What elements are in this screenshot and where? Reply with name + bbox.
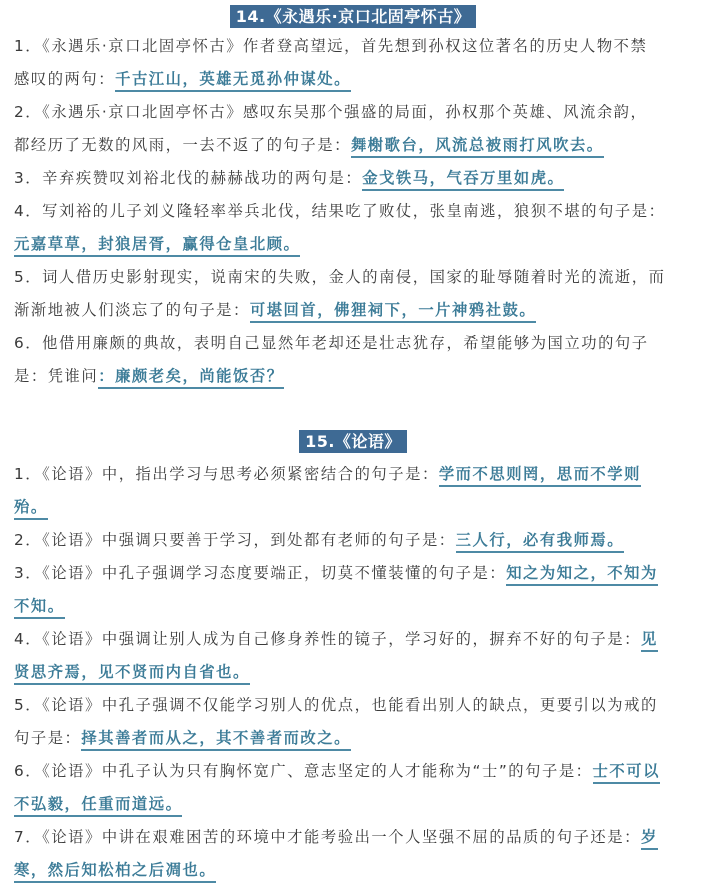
question-text: 6．他借用廉颇的典故，表明自己显然年老却还是壮志犹存，希望能够为国立功的句子 (14, 334, 649, 352)
answer-text: 学而不思则罔，思而不学则 (439, 465, 641, 487)
text-line (14, 788, 682, 821)
answer-text: 三人行，必有我师焉。 (456, 531, 624, 553)
text-line (14, 30, 682, 63)
answer-text: ：廉颇老矣，尚能饭否？ (98, 367, 283, 389)
answer-text: 不弘毅，任重而道远。 (14, 795, 182, 817)
answer-text: 金戈铁马，气吞万里如虎。 (362, 169, 564, 191)
section-heading-14 (0, 5, 706, 28)
question-text: 都经历了无数的风雨，一去不返了的句子是： (14, 136, 351, 154)
question-text: 5．《论语》中孔子强调不仅能学习别人的优点，也能看出别人的缺点，更要引以为戒的 (14, 696, 658, 714)
question-text: 4．《论语》中强调让别人成为自己修身养性的镜子，学习好的，摒弃不好的句子是： (14, 630, 641, 648)
section-title: 14.《永遇乐·京口北固亭怀古》 (230, 5, 476, 28)
question-text: 2．《论语》中强调只要善于学习，到处都有老师的句子是： (14, 531, 456, 549)
text-line (14, 294, 682, 327)
question-text: 4．写刘裕的儿子刘义隆轻率举兵北伐，结果吃了败仗，张皇南逃，狼狈不堪的句子是： (14, 202, 666, 220)
text-line (14, 755, 682, 788)
text-line (14, 228, 682, 261)
question-text: 感叹的两句： (14, 70, 116, 88)
answer-text: 不知。 (14, 597, 65, 619)
question-text: 7．《论语》中讲在艰难困苦的环境中才能考验出一个人坚强不屈的品质的句子还是： (14, 828, 641, 846)
answer-text: 知之为知之，不知为 (506, 564, 658, 586)
answer-text: 见 (641, 630, 658, 652)
text-line (14, 162, 682, 195)
text-line (14, 722, 682, 755)
text-line (14, 557, 682, 590)
question-text: 3．《论语》中孔子强调学习态度要端正，切莫不懂装懂的句子是： (14, 564, 507, 582)
question-text: 3．辛弃疾赞叹刘裕北伐的赫赫战功的两句是： (14, 169, 363, 187)
text-line (14, 524, 682, 557)
answer-text: 士不可以 (593, 762, 660, 784)
text-line (14, 590, 682, 623)
text-line (14, 491, 682, 524)
text-line (14, 623, 682, 656)
answer-text: 殆。 (14, 498, 48, 520)
question-text: 5．词人借历史影射现实，说南宋的失败，金人的南侵，国家的耻辱随着时光的流逝，而 (14, 268, 666, 286)
question-text: 是：凭谁问 (14, 367, 99, 385)
answer-text: 岁 (641, 828, 658, 850)
text-line (14, 656, 682, 689)
text-line (14, 63, 682, 96)
text-line (14, 195, 682, 228)
question-text: 句子是： (14, 729, 82, 747)
answer-text: 择其善者而从之，其不善者而改之。 (81, 729, 351, 751)
text-line (14, 96, 682, 129)
text-line (14, 689, 682, 722)
text-line (14, 261, 682, 294)
answer-text: 寒，然后知松柏之后凋也。 (14, 861, 216, 883)
text-line (14, 854, 682, 887)
answer-text: 千古江山，英雄无觅孙仲谋处。 (115, 70, 351, 92)
section-heading-15 (0, 430, 706, 453)
question-text: 1．《永遇乐·京口北固亭怀古》作者登高望远，首先想到孙权这位著名的历史人物不禁 (14, 37, 648, 55)
answer-text: 可堪回首，佛狸祠下，一片神鸦社鼓。 (250, 301, 536, 323)
text-line (14, 327, 682, 360)
section-title: 15.《论语》 (299, 430, 407, 453)
answer-text: 舞榭歌台，风流总被雨打风吹去。 (351, 136, 604, 158)
text-line (14, 821, 682, 854)
answer-text: 贤思齐焉，见不贤而内自省也。 (14, 663, 250, 685)
text-line (14, 129, 682, 162)
question-text: 2．《永遇乐·京口北固亭怀古》感叹东吴那个强盛的局面，孙权那个英雄、风流余韵， (14, 103, 648, 121)
text-line (14, 458, 682, 491)
question-text: 1．《论语》中，指出学习与思考必须紧密结合的句子是： (14, 465, 439, 483)
answer-text: 元嘉草草，封狼居胥，赢得仓皇北顾。 (14, 235, 300, 257)
question-text: 渐渐地被人们淡忘了的句子是： (14, 301, 250, 319)
question-text: 6．《论语》中孔子认为只有胸怀宽广、意志坚定的人才能称为“士”的句子是： (14, 762, 593, 780)
text-line (14, 360, 682, 393)
